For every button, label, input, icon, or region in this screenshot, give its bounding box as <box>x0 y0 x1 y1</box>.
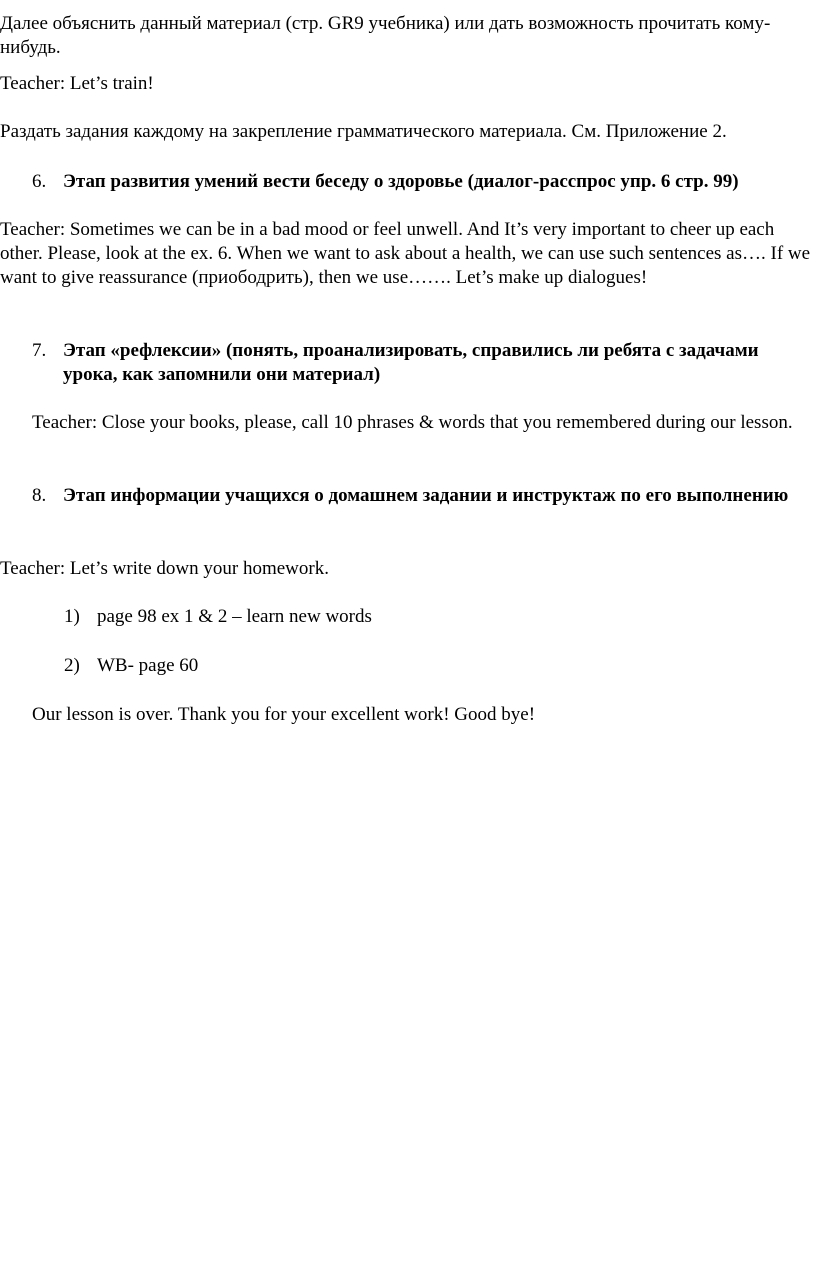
teacher-mood-paragraph: Teacher: Sometimes we can be in a bad mood or feel unwell. And It’s very important to cheer up each other. Please, look at the ex. 6. When we want to ask about a health, we can use such sentences as…. If we want to give reassurance (приободрить), then we use……. Let’s make up dialogues! <box>0 219 811 288</box>
teacher-homework-line: Teacher: Let’s write down your homework. <box>0 558 329 579</box>
homework-item-text: WB- page 60 <box>97 655 199 676</box>
stage-8-number: 8. <box>32 485 47 506</box>
intro-paragraph: Далее объяснить данный материал (стр. GR9 учебника) или дать возможность прочитать кому-нибудь. <box>0 13 771 58</box>
stage-6-title: Этап развития умений вести беседу о здоровье (диалог-расспрос упр. 6 стр. 99) <box>63 171 739 192</box>
teacher-train-line: Teacher: Let’s train! <box>0 73 154 94</box>
teacher-close-paragraph: Teacher: Close your books, please, call 10 phrases & words that you remembered during our lesson. <box>32 412 793 433</box>
handout-paragraph: Раздать задания каждому на закрепление грамматического материала. См. Приложение 2. <box>0 121 727 142</box>
homework-item-number: 1) <box>64 606 80 627</box>
stage-7-title: Этап «рефлексии» (понять, проанализировать, справились ли ребята с задачами урока, как запомнили они материал) <box>63 340 759 385</box>
homework-item <box>64 654 764 678</box>
stage-6-number: 6. <box>32 171 47 192</box>
homework-item-number: 2) <box>64 655 80 676</box>
stage-7-number: 7. <box>32 340 47 361</box>
stage-6-heading <box>32 170 816 194</box>
stage-8-heading <box>32 484 816 508</box>
stage-8-title: Этап информации учащихся о домашнем задании и инструктаж по его выполнению <box>63 485 789 506</box>
closing-paragraph: Our lesson is over. Thank you for your excellent work! Good bye! <box>32 704 536 725</box>
homework-item <box>64 605 764 629</box>
stage-7-heading <box>32 339 816 387</box>
homework-item-text: page 98 ex 1 & 2 – learn new words <box>97 606 372 627</box>
